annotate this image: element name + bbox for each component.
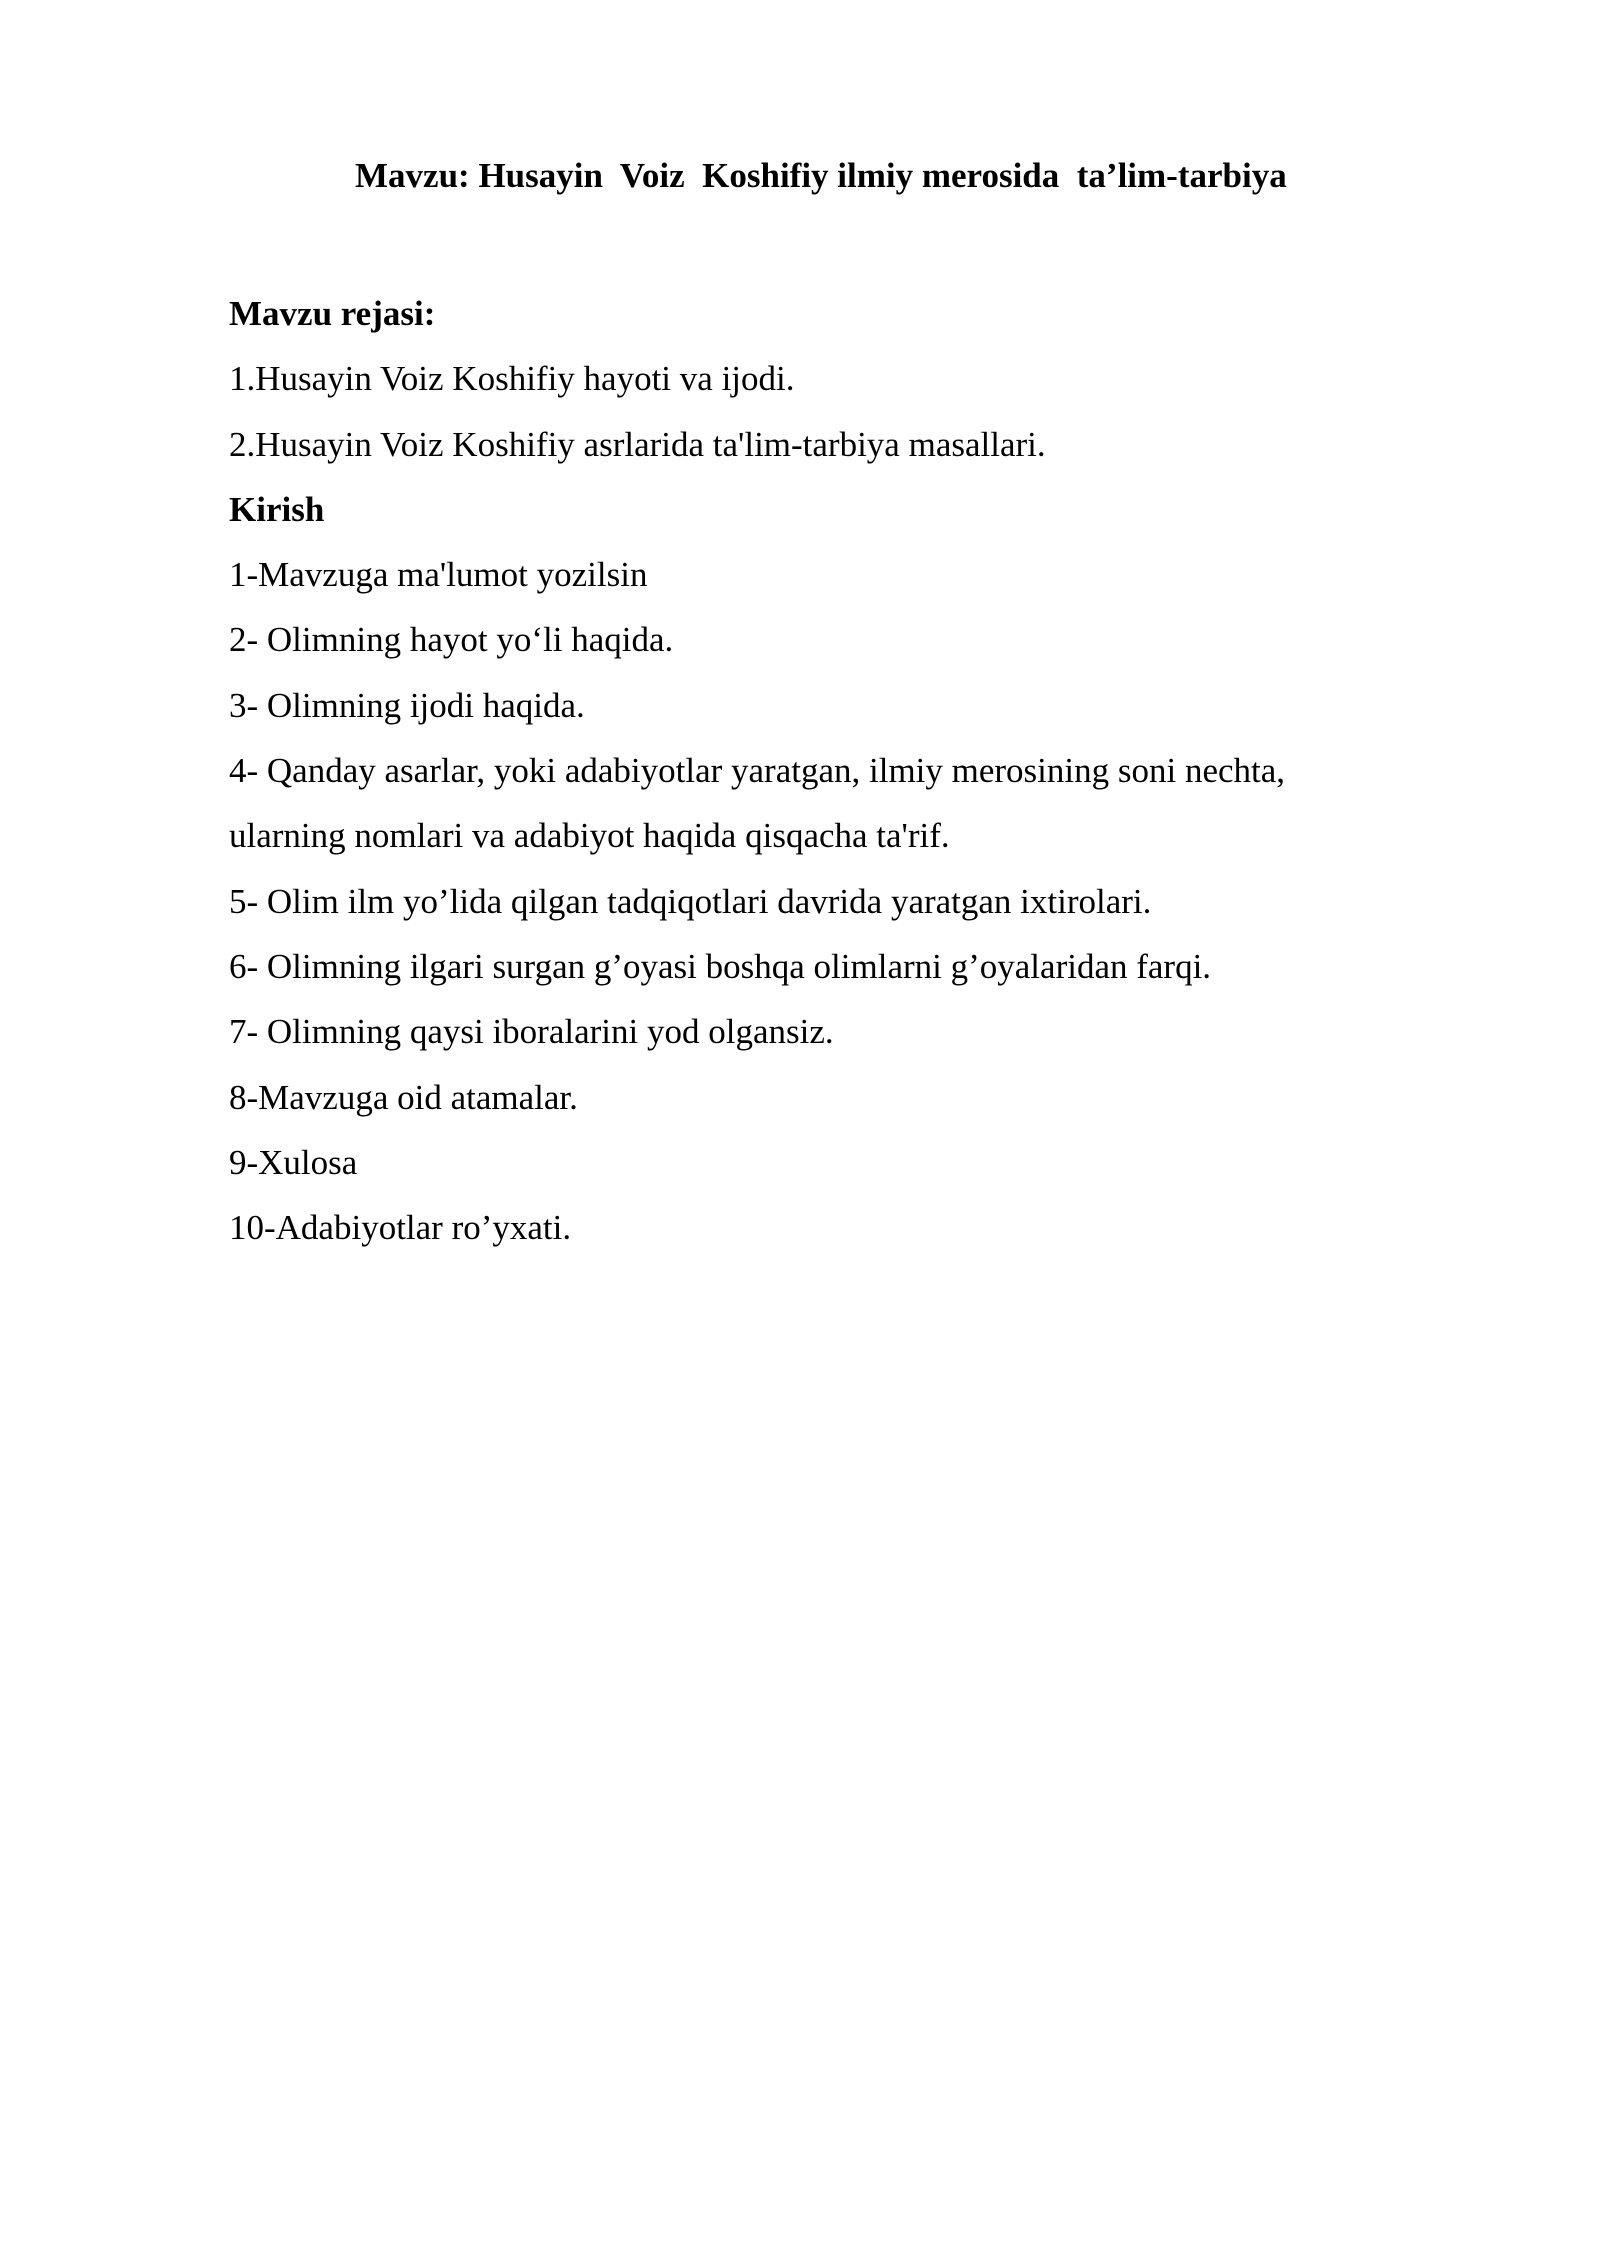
plan-item: 2.Husayin Voiz Koshifiy asrlarida ta'lim-tarbiya masallari. (229, 424, 1046, 464)
intro-item: 1-Mavzuga ma'lumot yozilsin (229, 555, 648, 595)
intro-item: 5- Olim ilm yo’lida qilgan tadqiqotlari davrida yaratgan ixtirolari. (229, 881, 1152, 921)
plan-item: 1.Husayin Voiz Koshifiy hayoti va ijodi. (229, 359, 795, 399)
intro-item: 9-Xulosa (229, 1142, 358, 1182)
intro-item: 2- Olimning hayot yo‘li haqida. (229, 620, 674, 660)
intro-heading: Kirish (229, 489, 325, 529)
intro-item: 3- Olimning ijodi haqida. (229, 685, 585, 725)
intro-item: 6- Olimning ilgari surgan g’oyasi boshqa olimlarni g’oyalaridan farqi. (229, 946, 1212, 986)
document-title: Mavzu: Husayin Voiz Koshifiy ilmiy merosida ta’lim-tarbiya (355, 156, 1287, 195)
plan-heading: Mavzu rejasi: (229, 294, 436, 333)
intro-item: 7- Olimning qaysi iboralarini yod olgansiz. (229, 1012, 834, 1052)
document-body (229, 281, 1429, 1260)
intro-item: 10-Adabiyotlar ro’yxati. (229, 1208, 572, 1248)
intro-item: 8-Mavzuga oid atamalar. (229, 1077, 578, 1117)
intro-item-continuation: ularning nomlari va adabiyot haqida qisqacha ta'rif. (229, 816, 950, 856)
intro-item: 4- Qanday asarlar, yoki adabiyotlar yaratgan, ilmiy merosining soni nechta, (229, 751, 1286, 791)
